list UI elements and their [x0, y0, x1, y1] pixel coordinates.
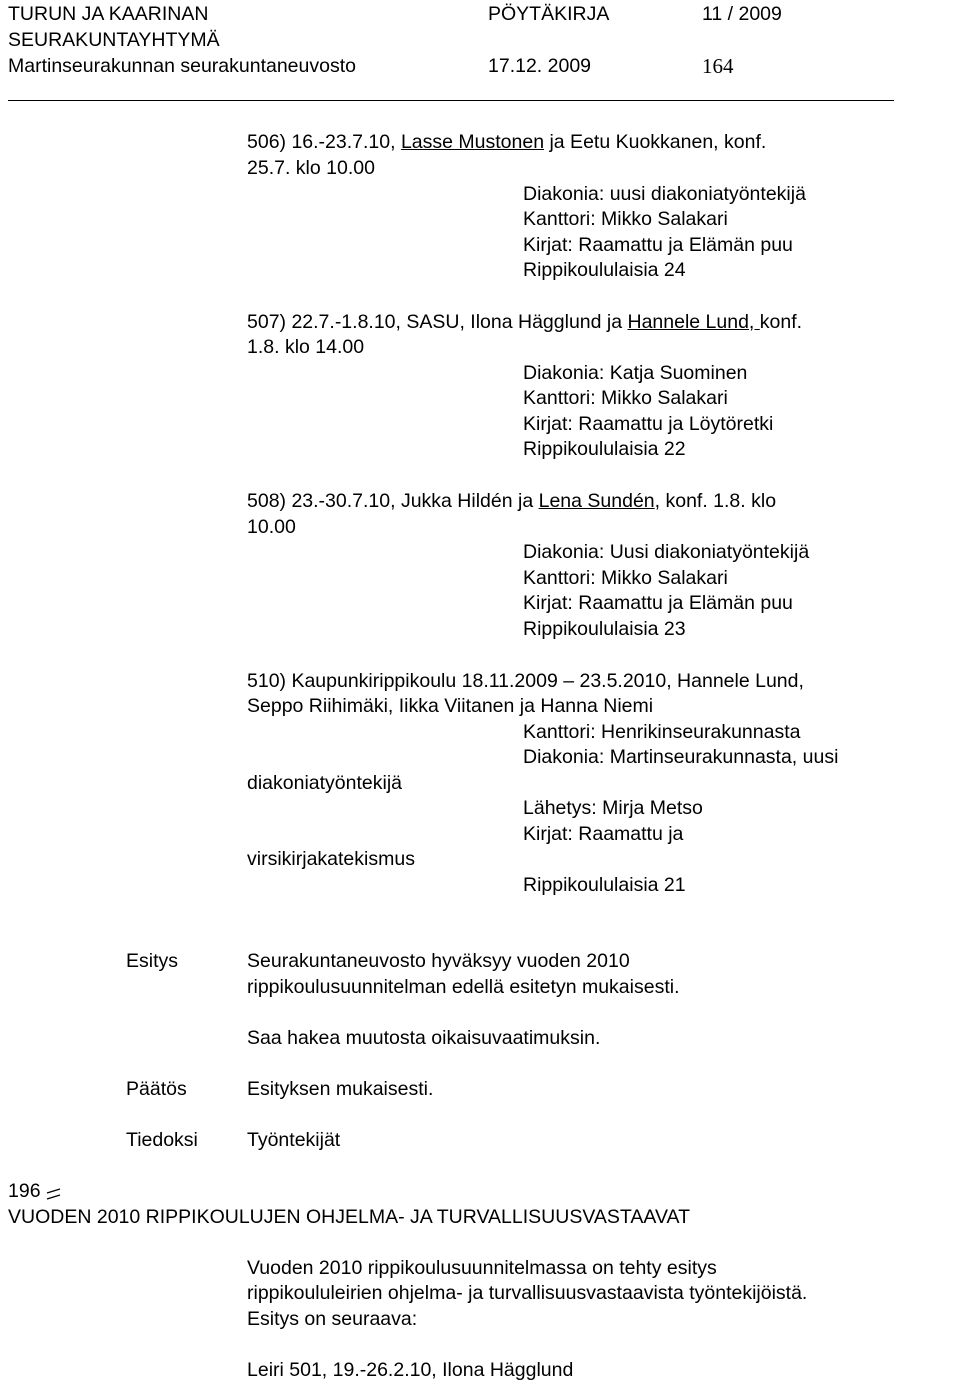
camp-507-count: Rippikoululaisia 22 [523, 438, 686, 460]
paatos-text: Esityksen mukaisesti. [247, 1078, 434, 1100]
camp-508-leader: Lena Sundén [538, 490, 655, 512]
camp-506-rest: ja Eetu Kuokkanen, konf. [544, 131, 767, 153]
camp-507-diakonia: Diakonia: Katja Suominen [523, 362, 748, 384]
camp-506-kirjat: Kirjat: Raamattu ja Elämän puu [523, 234, 793, 256]
camp-508-kirjat: Kirjat: Raamattu ja Elämän puu [523, 592, 793, 614]
doc-date: 17.12. 2009 [488, 55, 592, 77]
camp-506-count: Rippikoululaisia 24 [523, 259, 686, 281]
camp-510-kanttori: Kanttori: Henrikinseurakunnasta [523, 721, 801, 743]
camp-508-kanttori: Kanttori: Mikko Salakari [523, 567, 728, 589]
org-name-line2: SEURAKUNTAYHTYMÄ [8, 29, 220, 51]
camp-508-diakonia: Diakonia: Uusi diakoniatyöntekijä [523, 541, 810, 563]
section-para-line2: rippikoululeirien ohjelma- ja turvallisuusvastaavista työntekijöistä. [247, 1282, 808, 1304]
camp-506-leader: Lasse Mustonen [400, 131, 545, 153]
camp-510-count: Rippikoululaisia 21 [523, 874, 686, 896]
page-number: 164 [702, 54, 734, 78]
tiedoksi-label: Tiedoksi [126, 1129, 198, 1151]
camp-506-dates: 506) 16.-23.7.10, [247, 131, 401, 153]
section-para-line3: Esitys on seuraava: [247, 1308, 418, 1330]
camp-508-line1 [247, 489, 776, 515]
camp-510-kirjat-cont: virsikirjakatekismus [247, 848, 415, 870]
camp-507-line1 [247, 310, 802, 336]
esitys-line2: rippikoulusuunnitelman edellä esitetyn mukaisesti. [247, 976, 680, 998]
esitys-line1: Seurakuntaneuvosto hyväksyy vuoden 2010 [247, 950, 630, 972]
doc-number: 11 / 2009 [702, 3, 782, 25]
camp-507-line2: 1.8. klo 14.00 [247, 336, 365, 358]
org-name-line1: TURUN JA KAARINAN [8, 3, 209, 25]
camp-510-diakonia-cont: diakoniatyöntekijä [247, 772, 403, 794]
camp-506-kanttori: Kanttori: Mikko Salakari [523, 208, 728, 230]
camp-506-line2: 25.7. klo 10.00 [247, 157, 375, 179]
section-para-line1: Vuoden 2010 rippikoulusuunnitelmassa on tehty esitys [247, 1257, 717, 1279]
appeal-text: Saa hakea muutosta oikaisuvaatimuksin. [247, 1027, 601, 1049]
camp-506-diakonia: Diakonia: uusi diakoniatyöntekijä [523, 183, 806, 205]
camp-507-kirjat: Kirjat: Raamattu ja Löytöretki [523, 413, 774, 435]
paatos-label: Päätös [126, 1078, 187, 1100]
section-title: VUODEN 2010 RIPPIKOULUJEN OHJELMA- JA TURVALLISUUSVASTAAVAT [8, 1206, 690, 1228]
header-rule [8, 100, 894, 101]
camp-510-diakonia: Diakonia: Martinseurakunnasta, uusi [523, 746, 839, 768]
camp-507-rest: konf. [759, 311, 803, 333]
camp-508-count: Rippikoululaisia 23 [523, 618, 686, 640]
camp-510-lahetys: Lähetys: Mirja Metso [523, 797, 703, 819]
section-marker-icon [46, 1187, 62, 1201]
doc-type: PÖYTÄKIRJA [488, 3, 610, 25]
camp-506-line1 [247, 130, 766, 156]
org-name-line3: Martinseurakunnan seurakuntaneuvosto [8, 55, 356, 77]
camp-508-line2: 10.00 [247, 516, 296, 538]
camp-507-dates: 507) 22.7.-1.8.10, SASU, Ilona Hägglund ja [247, 311, 628, 333]
section-number: 196 [8, 1180, 41, 1202]
tiedoksi-text: Työntekijät [247, 1129, 341, 1151]
camp-508-dates: 508) 23.-30.7.10, Jukka Hildén ja [247, 490, 539, 512]
esitys-label: Esitys [126, 950, 179, 972]
camp-507-leader: Hannele Lund, [627, 311, 760, 333]
camp-510-kirjat: Kirjat: Raamattu ja [523, 823, 684, 845]
camp-510-line1: 510) Kaupunkirippikoulu 18.11.2009 – 23.5.2010, Hannele Lund, [247, 670, 804, 692]
camp-507-kanttori: Kanttori: Mikko Salakari [523, 387, 728, 409]
camp-508-rest: , konf. 1.8. klo [654, 490, 777, 512]
leiri-501-line: Leiri 501, 19.-26.2.10, Ilona Hägglund [247, 1359, 574, 1381]
camp-510-line2: Seppo Riihimäki, Iikka Viitanen ja Hanna Niemi [247, 695, 654, 717]
